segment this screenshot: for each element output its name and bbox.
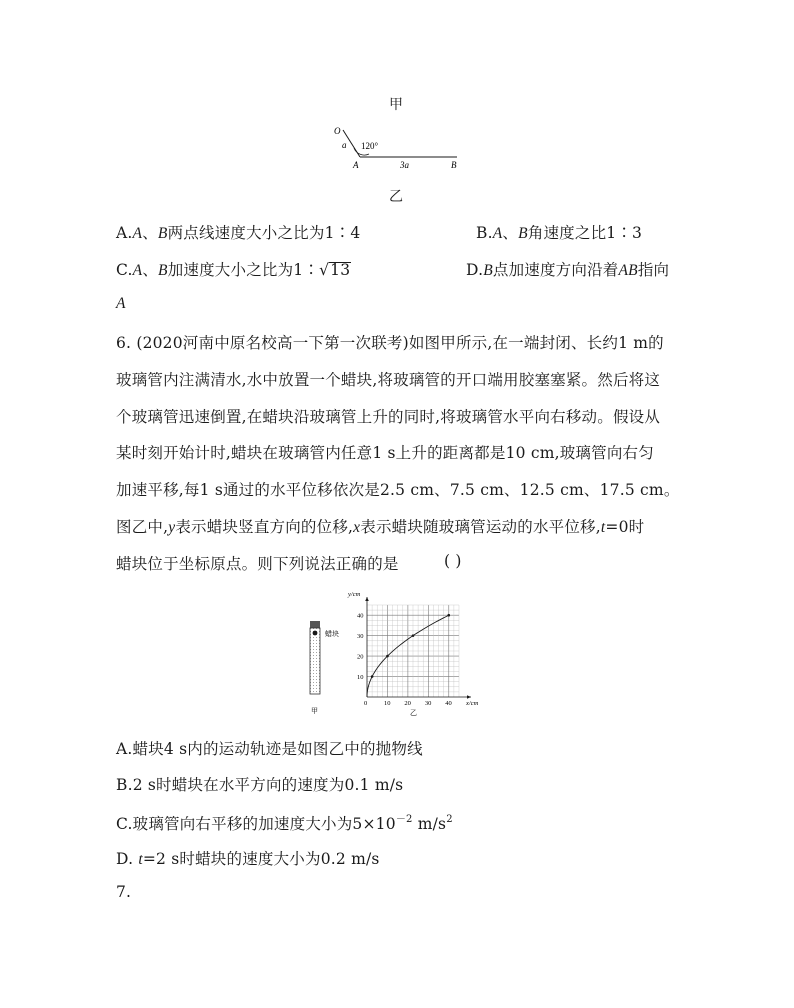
y-tick-label: 10 (357, 673, 364, 681)
q7-number: 7. (116, 883, 132, 901)
y-tick-label: 30 (357, 632, 364, 640)
q6-line-3: 个玻璃管迅速倒置,在蜡块沿玻璃管上升的同时,将玻璃管水平向右移动。假设从 (116, 408, 661, 426)
x-tick-label: 20 (404, 700, 411, 707)
x-tick-label: 10 (383, 700, 391, 707)
label-angle: 120° (361, 141, 379, 151)
data-point (371, 675, 374, 678)
tick-labels (357, 613, 452, 707)
label-3a: 3a (400, 160, 409, 170)
q6-line-5: 加速平移,每1 s通过的水平位移依次是2.5 cm、7.5 cm、12.5 cm、17.5 cm。 (116, 481, 680, 499)
q6-option-d[interactable]: D. t=2 s时蜡块的速度大小为0.2 m/s (116, 850, 380, 868)
wax-label: 蜡块 (325, 630, 339, 638)
graph-grid (367, 605, 459, 697)
data-point (412, 634, 415, 637)
q6-line-7: 蜡块位于坐标原点。则下列说法正确的是 (116, 555, 399, 573)
x-axis-arrow (467, 695, 471, 699)
q6-line-2: 玻璃管内注满清水,水中放置一个蜡块,将玻璃管的开口端用胶塞塞紧。然后将这 (116, 371, 661, 389)
glass-tube (310, 628, 320, 694)
answer-bracket[interactable]: ( ) (444, 552, 462, 570)
tube-caption: 甲 (311, 707, 318, 715)
y-tick-label: 20 (357, 653, 364, 661)
q5-option-b[interactable]: B.A、B角速度之比1∶3 (476, 224, 643, 242)
data-point (447, 614, 450, 617)
origin-label: 0 (364, 700, 368, 707)
wax-block (313, 631, 318, 636)
q6-figure (300, 588, 490, 720)
q6-option-a[interactable]: A.蜡块4 s内的运动轨迹是如图乙中的抛物线 (116, 740, 423, 758)
graph-caption: 乙 (410, 709, 417, 717)
label-a-length: a (342, 140, 347, 150)
y-axis-arrow (365, 597, 369, 601)
angle-diagram (325, 122, 470, 174)
q6-line-6: 图乙中,y表示蜡块竖直方向的位移,x表示蜡块随玻璃管运动的水平位移,t=0时 (116, 518, 645, 536)
data-point (386, 655, 389, 658)
y-tick-label: 40 (357, 612, 364, 620)
figure-caption-jia: 甲 (389, 97, 403, 113)
label-point-b: B (451, 160, 457, 170)
x-tick-label: 40 (445, 700, 452, 707)
y-axis-label: y/cm (348, 591, 361, 598)
q6-option-c[interactable]: C.玻璃管向右平移的加速度大小为$5\times 10^{-2}$ $m/s^2$ (116, 814, 453, 833)
x-tick-label: 30 (424, 700, 432, 707)
q5-option-d[interactable]: D.B点加速度方向沿着AB指向 (466, 261, 670, 279)
q5-option-d-continued: A (116, 295, 126, 312)
x-axis-label: x/cm (466, 700, 479, 707)
q6-option-b[interactable]: B.2 s时蜡块在水平方向的速度为0.1 m/s (116, 776, 404, 794)
label-point-a: A (353, 160, 359, 170)
figure-caption-yi: 乙 (389, 189, 403, 205)
q5-option-c[interactable]: C.A、B加速度大小之比为1∶√13 (116, 261, 351, 279)
label-o: O (334, 126, 341, 136)
q5-option-a[interactable]: A.A、B两点线速度大小之比为1∶4 (116, 224, 361, 242)
q6-line-4: 某时刻开始计时,蜡块在玻璃管内任意1 s上升的距离都是10 cm,玻璃管向右匀 (116, 444, 654, 462)
sqrt-13: 13 (330, 261, 351, 279)
q6-line-1: 6. (2020河南中原名校高一下第一次联考)如图甲所示,在一端封闭、长约1 m的 (116, 334, 664, 352)
tube-stopper (310, 621, 320, 628)
